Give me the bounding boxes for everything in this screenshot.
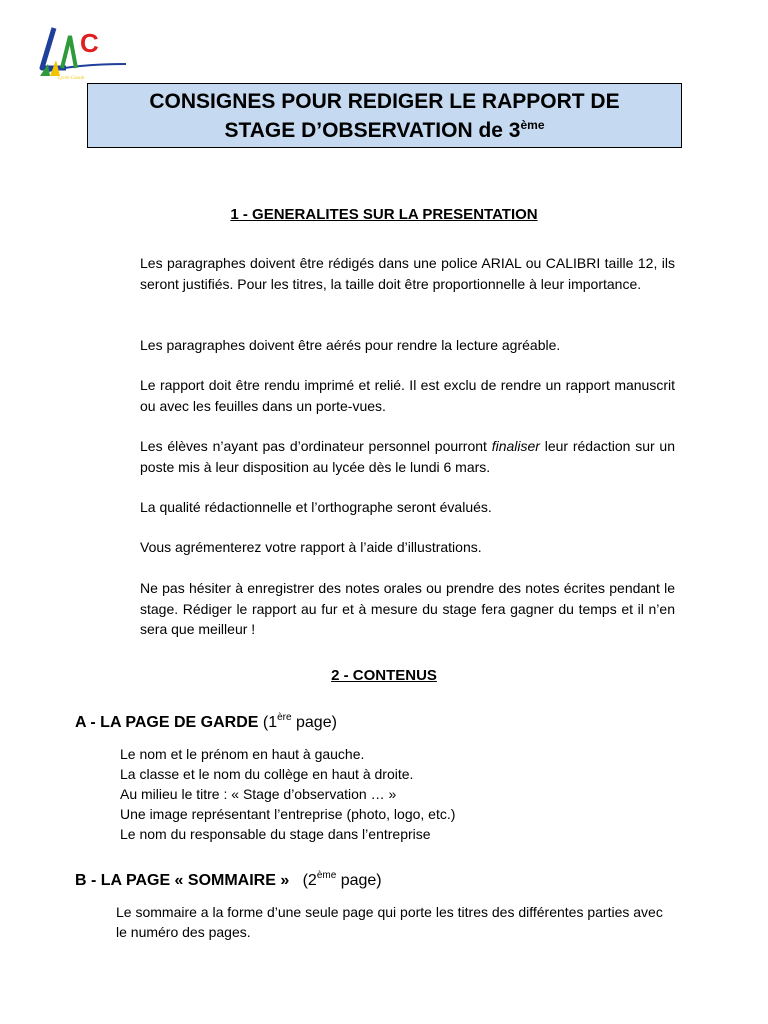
list-item: La classe et le nom du collège en haut à droite. [120,766,414,782]
section-1-heading: 1 - GENERALITES SUR LA PRESENTATION [230,206,538,223]
paragraph-computer-access: Les élèves n’ayant pas d’ordinateur personnel pourront finaliser leur rédaction sur un poste mis à leur disposition au lycée dès le lundi 6 mars. [140,438,675,475]
document-title-line2: STAGE D’OBSERVATION de 3ème [224,117,545,142]
paragraph-spelling: La qualité rédactionnelle et l’orthographe seront évalués. [140,499,492,515]
cover-page-list [120,744,455,844]
paragraph-notes: Ne pas hésiter à enregistrer des notes orales ou prendre des notes écrites pendant le stage. Rédiger le rapport au fur et à mesure du stage fera gagner du temps et il n’en sera que meilleur ! [140,580,675,637]
paragraph-spacing: Les paragraphes doivent être aérés pour rendre la lecture agréable. [140,337,561,353]
paragraph-font-rules: Les paragraphes doivent être rédigés dans une police ARIAL ou CALIBRI taille 12, ils seront justifiés. Pour les titres, la taille doit être proportionnelle à leur importance. [140,255,675,292]
logo-tagline: Lycée Cassin [58,76,85,81]
logo-letter-c: C [80,28,99,58]
list-item: Au milieu le titre : « Stage d’observation … » [120,786,397,802]
summary-page-text: Le sommaire a la forme d’une seule page qui porte les titres des différentes parties avec le numéro des pages. [116,904,663,940]
section-2-heading: 2 - CONTENUS [331,667,437,684]
paragraph-printing: Le rapport doit être rendu imprimé et relié. Il est exclu de rendre un rapport manuscrit ou avec les feuilles dans un porte-vues. [140,377,675,414]
list-item: Le nom du responsable du stage dans l’entreprise [120,826,431,842]
document-title-box [87,83,682,148]
subsection-a-heading: A - LA PAGE DE GARDE (1ère page) [75,712,337,731]
paragraph-illustrations: Vous agrémenterez votre rapport à l’aide d’illustrations. [140,539,482,555]
list-item: Une image représentant l’entreprise (photo, logo, etc.) [120,806,456,822]
list-item: Le nom et le prénom en haut à gauche. [120,746,365,762]
school-logo [36,24,128,82]
document-title-line1: CONSIGNES POUR REDIGER LE RAPPORT DE [149,89,620,113]
subsection-b-heading: B - LA PAGE « SOMMAIRE » (2ème page) [75,870,382,889]
